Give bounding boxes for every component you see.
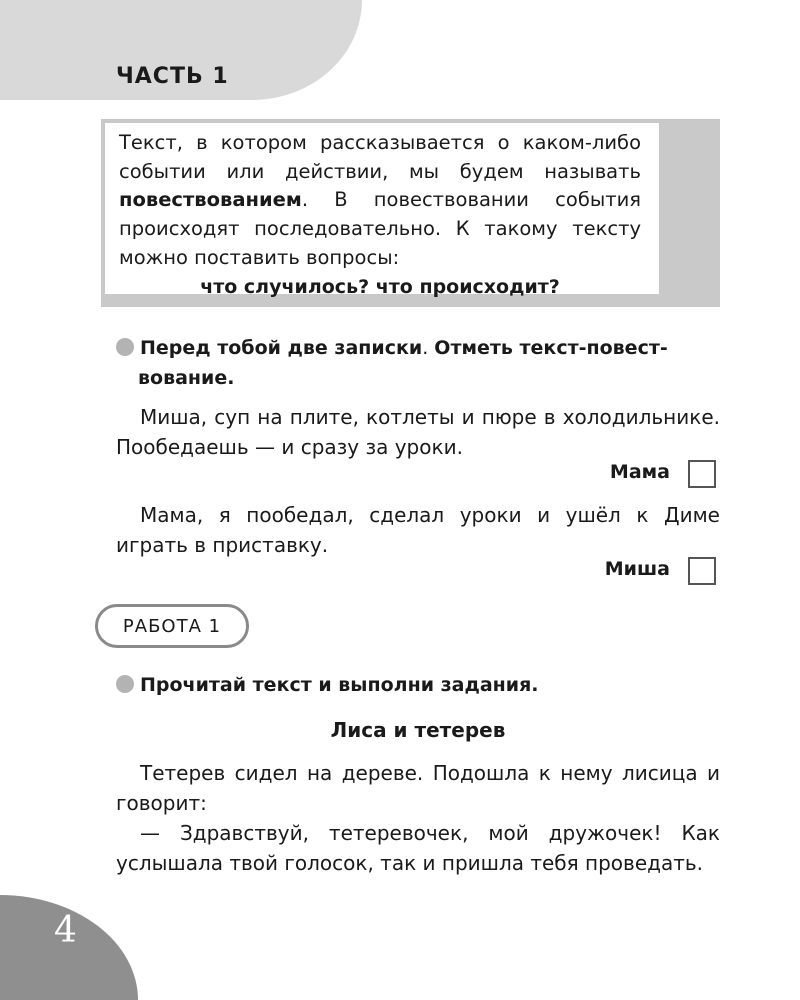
page-number: 4	[54, 910, 77, 951]
note-misha-checkbox[interactable]	[688, 557, 716, 585]
definition-text: Текст, в котором рассказывается о каком-либо событии или действии, мы будем называть повествованием. В повествовании события происходят последовательно. К такому тексту можно поставить вопросы:	[119, 131, 641, 269]
story-paragraph-2: — Здравствуй, тетеревочек, мой дружочек! Как услышала твой голосок, так и пришла тебя проведать.	[116, 821, 720, 875]
definition-term: повествованием	[119, 188, 302, 212]
bullet-icon	[116, 675, 134, 693]
definition-questions: что случилось? что происходит?	[200, 275, 560, 298]
story-paragraph-1: Тетерев сидел на дереве. Подошла к нему лисица и говорит:	[116, 761, 720, 815]
bullet-icon	[116, 338, 134, 356]
note-mama-checkbox[interactable]	[688, 460, 716, 488]
part-title: ЧАСТЬ 1	[116, 64, 229, 89]
task-instruction-notes: Перед тобой две записки. Отметь текст-повест- вование.	[116, 333, 720, 393]
note-misha-signature: Миша	[604, 558, 670, 580]
note-mama-text: Миша, суп на плите, котлеты и пюре в холодильнике. Пообедаешь — и сразу за уроки.	[116, 405, 720, 459]
work-label: РАБОТА 1	[95, 604, 249, 648]
definition-box	[101, 119, 663, 298]
task-instruction-read: Прочитай текст и выполни задания.	[116, 670, 720, 700]
story-title: Лиса и тетерев	[330, 718, 506, 742]
note-mama-signature: Мама	[609, 461, 670, 483]
note-misha-text: Мама, я пообедал, сделал уроки и ушёл к Диме играть в приставку.	[116, 503, 720, 557]
